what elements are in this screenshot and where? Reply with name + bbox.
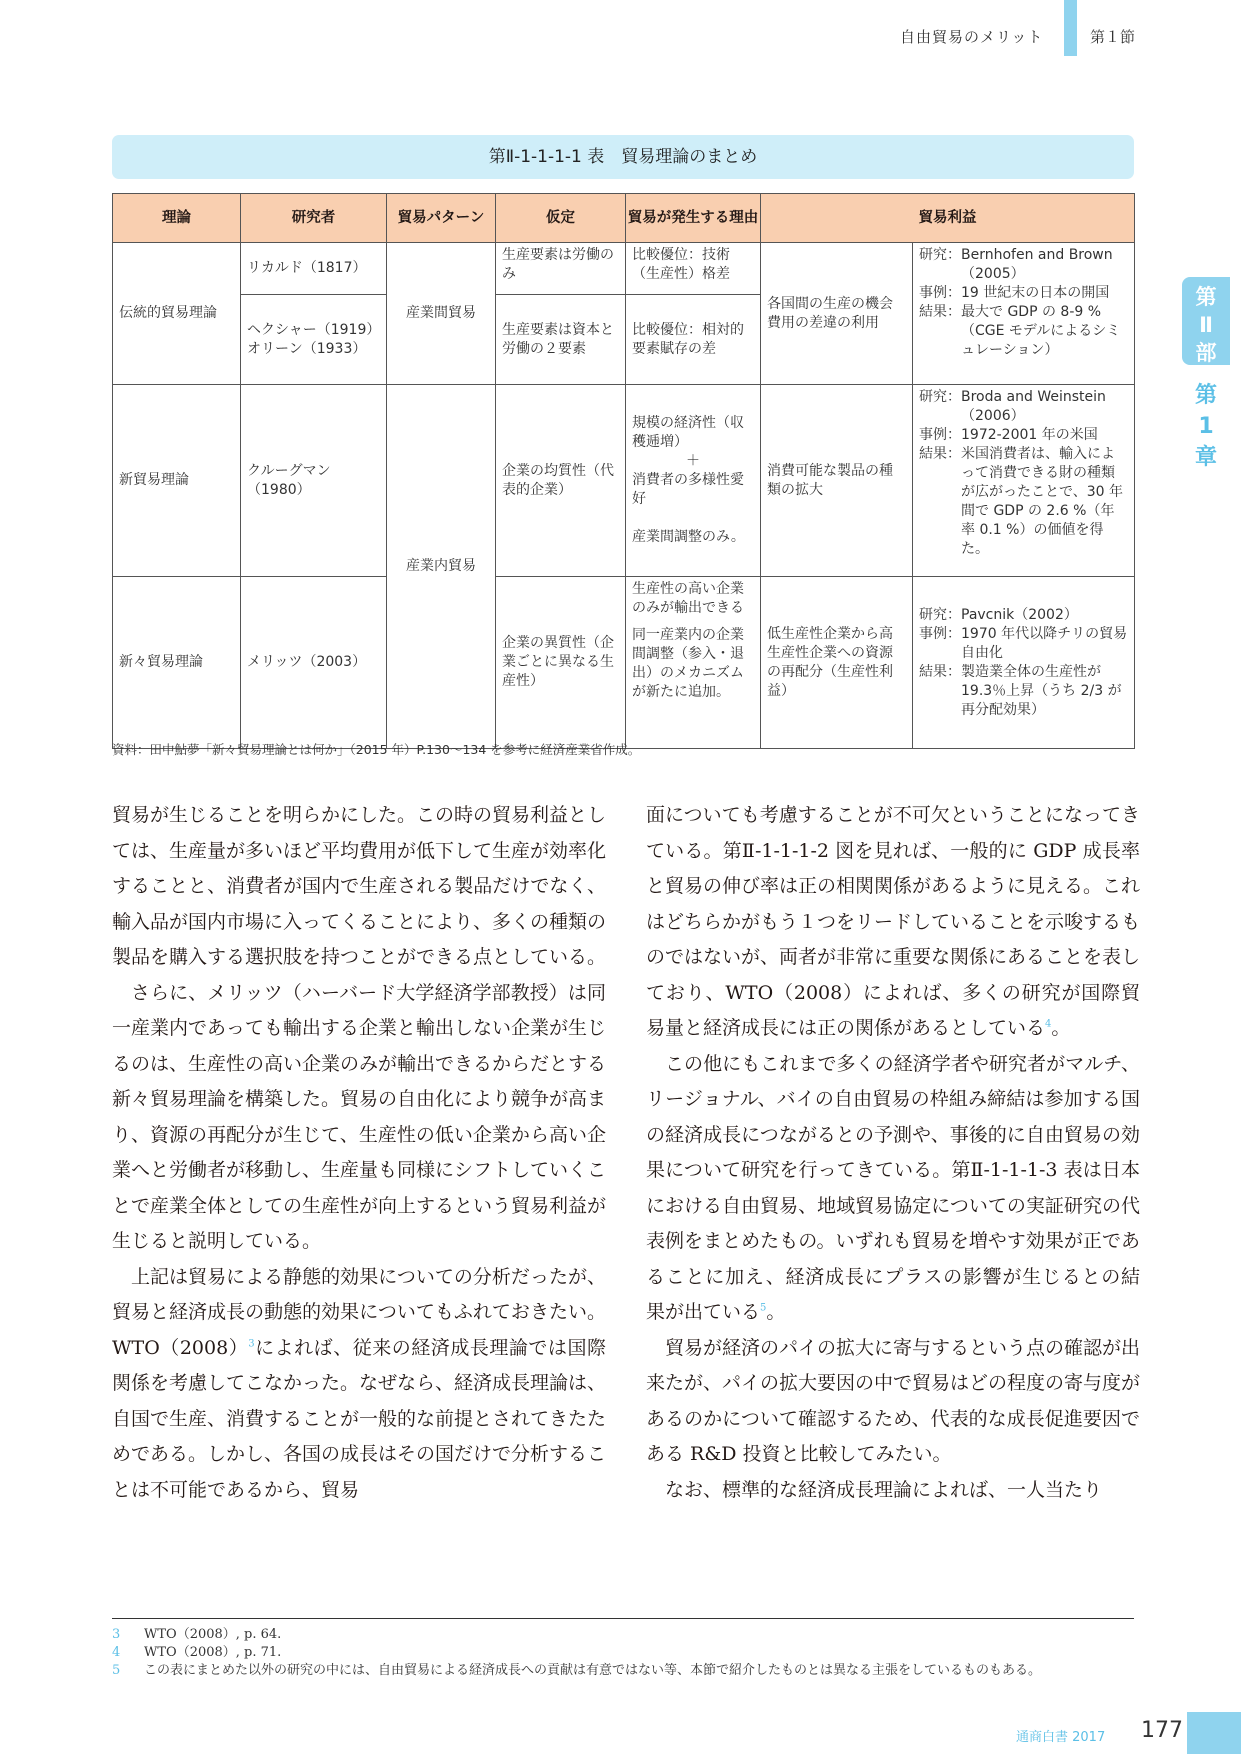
evidence-text: Pavcnik（2002） <box>961 606 1078 623</box>
evidence-label: 事例： <box>919 625 961 642</box>
body-column-right <box>646 798 1140 1508</box>
chapter-tab-char: 章 <box>1194 445 1217 470</box>
footnote <box>112 1626 1134 1644</box>
gain-cell: 低生産性企業から高生産性企業への資源の再配分（生産性利益） <box>761 577 913 749</box>
body-paragraph <box>646 798 1140 1047</box>
reason-cell: 比較優位：相対的要素賦存の差 <box>626 295 761 385</box>
reason-line: 消費者の多様性愛好 <box>632 472 744 507</box>
evidence-cell <box>913 243 1135 385</box>
header-researcher: 研究者 <box>241 194 387 243</box>
evidence-label: 結果： <box>919 663 961 680</box>
table-header-row <box>113 194 1135 243</box>
body-text: 。 <box>766 1301 786 1323</box>
footnote-ref[interactable]: 4 <box>1045 1018 1052 1030</box>
assumption-cell: 生産要素は労働のみ <box>496 243 626 295</box>
body-paragraph <box>646 1047 1140 1331</box>
header-gain: 貿易利益 <box>761 194 1135 243</box>
theory-cell: 伝統的貿易理論 <box>113 243 241 385</box>
section-title: 自由貿易のメリット <box>900 28 1044 46</box>
part-tab[interactable] <box>1182 277 1230 365</box>
footer-accent-bar <box>1187 1712 1241 1754</box>
header-theory: 理論 <box>113 194 241 243</box>
reason-cell: 比較優位：技術（生産性）格差 <box>626 243 761 295</box>
footnote-text: WTO（2008）, p. 71. <box>144 1645 282 1660</box>
researcher-cell: クルーグマン（1980） <box>241 385 387 577</box>
evidence-text: 米国消費者は、輸入によって消費できる財の種類が広がったことで、30 年間で GDP の 2.6 %（年率 0.1 %）の価値を得た。 <box>961 446 1123 557</box>
pattern-cell: 産業内貿易 <box>387 385 496 749</box>
chapter-tab-char: 1 <box>1198 414 1214 439</box>
body-paragraph: 貿易が経済のパイの拡大に寄与するという点の確認が出来たが、パイの拡大要因の中で貿易はどの程度の寄与度があるのかについて確認するため、代表的な成長促進要因である R&D 投資と比較してみたい。 <box>646 1336 1141 1465</box>
reason-cell <box>626 385 761 577</box>
publication-name: 通商白書 2017 <box>1016 1730 1106 1745</box>
assumption-cell: 企業の均質性（代表的企業） <box>496 385 626 577</box>
body-paragraph: なお、標準的な経済成長理論によれば、一人当たり <box>665 1478 1103 1501</box>
table-source-note: 資料：田中鮎夢「新々貿易理論とは何か」（2015 年）P.130～134 を参考に経済産業省作成。 <box>112 742 641 757</box>
part-tab-char: Ⅱ <box>1199 313 1213 337</box>
body-text: 上記は貿易による静態的効果についての分析だったが、貿易と経済成長の動態的効果についてもふれておきたい。WTO（2008） <box>112 1265 606 1359</box>
footnote <box>112 1644 1134 1662</box>
header-accent-bar <box>1064 0 1077 56</box>
assumption-cell: 企業の異質性（企業ごとに異なる生産性） <box>496 577 626 749</box>
body-text: によれば、従来の経済成長理論では国際関係を考慮してこなかった。なぜなら、経済成長理論は、自国で生産、消費することが一般的な前提とされてきたためである。しかし、各国の成長はその国だけで分析することは不可能であるから、貿易 <box>112 1336 607 1501</box>
table-row <box>113 243 1135 295</box>
chapter-tab-char: 第 <box>1194 383 1217 408</box>
table-row <box>113 577 1135 749</box>
evidence-label: 事例： <box>919 285 961 301</box>
researcher-cell: リカルド（1817） <box>241 243 387 295</box>
footnote-divider <box>112 1618 1134 1619</box>
body-column-left <box>112 798 606 1508</box>
footnote <box>112 1662 1134 1680</box>
footnote-text: WTO（2008）, p. 64. <box>144 1627 282 1642</box>
theory-cell: 新貿易理論 <box>113 385 241 577</box>
researcher-cell: ヘクシャー（1919）オリーン（1933） <box>241 295 387 385</box>
reason-line: 同一産業内の企業間調整（参入・退出）のメカニズムが新たに追加。 <box>632 627 744 700</box>
footnote-number: 4 <box>112 1645 121 1660</box>
body-paragraph <box>112 1260 606 1509</box>
evidence-label: 結果： <box>919 304 961 320</box>
footnote-ref[interactable]: 3 <box>248 1338 255 1350</box>
footnote-text: この表にまとめた以外の研究の中には、自由貿易による経済成長への貢献は有意ではない等、本節で紹介したものとは異なる主張をしているものもある。 <box>144 1663 1042 1678</box>
table-row <box>113 385 1135 577</box>
footnote-number: 3 <box>112 1627 121 1642</box>
theory-cell: 新々貿易理論 <box>113 577 241 749</box>
reason-line: 生産性の高い企業のみが輸出できる <box>632 581 744 616</box>
header-assumption: 仮定 <box>496 194 626 243</box>
body-text: この他にもこれまで多くの経済学者や研究者がマルチ、リージョナル、バイの自由貿易の枠組み締結は参加する国の経済成長につながるとの予測や、事後的に自由貿易の効果について研究を行ってきている。第Ⅱ-1-1-1-3 表は日本における自由貿易、地域貿易協定についての実証研究の代表例をまとめたもの。いずれも貿易を増やす効果が正であることに加え、経済成長にプラスの影響が生じるとの結果が出ている <box>646 1052 1140 1323</box>
evidence-label: 結果： <box>919 446 961 462</box>
gain-cell: 各国間の生産の機会費用の差違の利用 <box>761 243 913 385</box>
header-pattern: 貿易パターン <box>387 194 496 243</box>
gain-cell: 消費可能な製品の種類の拡大 <box>761 385 913 577</box>
footnotes <box>112 1626 1134 1680</box>
body-text: 面についても考慮することが不可欠ということになってきている。第Ⅱ-1-1-1-2 図を見れば、一般的に GDP 成長率と貿易の伸び率は正の相関関係があるように見える。これはどちらかがもう１つをリードしていることを示唆するものではないが、両者が非常に重要な関係にあることを表しており、WTO（2008）によれば、多くの研究が国際貿易量と経済成長には正の関係があるとしている <box>646 804 1141 1039</box>
pattern-cell: 産業間貿易 <box>387 243 496 385</box>
reason-line: 産業間調整のみ。 <box>632 529 745 545</box>
footnote-ref[interactable]: 5 <box>760 1302 767 1314</box>
evidence-text: Broda and Weinstein（2006） <box>961 389 1106 424</box>
body-paragraph: さらに、メリッツ（ハーバード大学経済学部教授）は同一産業内であっても輸出する企業と輸出しない企業が生じるのは、生産性の高い企業のみが輸出できるからだとする新々貿易理論を構築した。貿易の自由化により競争が高まり、資源の再配分が生じて、生産性の低い企業から高い企業へと労働者が移動し、生産量も同様にシフトしていくことで産業全体としての生産性が向上するという貿易利益が生じると説明している。 <box>112 981 607 1252</box>
part-tab-char: 第 <box>1195 285 1217 309</box>
evidence-label: 事例： <box>919 427 961 443</box>
reason-line: 規模の経済性（収穫逓増） <box>632 415 744 450</box>
section-number: 第１節 <box>1090 28 1136 46</box>
evidence-cell <box>913 577 1135 749</box>
evidence-label: 研究： <box>919 389 961 405</box>
evidence-label: 研究： <box>919 247 961 263</box>
part-tab-char: 部 <box>1195 341 1217 365</box>
researcher-cell: メリッツ（2003） <box>241 577 387 749</box>
body-text: 。 <box>1051 1017 1071 1039</box>
evidence-text: 製造業全体の生産性が 19.3％上昇（うち 2/3 が再分配効果） <box>961 663 1122 718</box>
reason-line: ＋ <box>686 453 700 469</box>
trade-theory-table <box>112 193 1135 749</box>
evidence-label: 研究： <box>919 606 961 623</box>
evidence-cell <box>913 385 1135 577</box>
reason-cell <box>626 577 761 749</box>
table-caption: 第Ⅱ-1-1-1-1 表 貿易理論のまとめ <box>112 135 1134 179</box>
chapter-tab[interactable] <box>1182 380 1230 473</box>
evidence-text: 1972-2001 年の米国 <box>961 427 1098 443</box>
header-reason: 貿易が発生する理由 <box>626 194 761 243</box>
assumption-cell: 生産要素は資本と労働の２要素 <box>496 295 626 385</box>
footnote-number: 5 <box>112 1663 121 1678</box>
page-number: 177 <box>1141 1718 1183 1743</box>
body-paragraph: 貿易が生じることを明らかにした。この時の貿易利益としては、生産量が多いほど平均費用が低下して生産が効率化することと、消費者が国内で生産される製品だけでなく、輸入品が国内市場に入ってくることにより、多くの種類の製品を購入する選択肢を持つことができる点としている。 <box>112 804 607 968</box>
evidence-text: 19 世紀末の日本の開国 <box>961 285 1110 301</box>
evidence-text: 最大で GDP の 8-9 %（CGE モデルによるシミュレーション） <box>961 304 1121 358</box>
evidence-text: Bernhofen and Brown（2005） <box>961 247 1113 282</box>
evidence-text: 1970 年代以降チリの貿易自由化 <box>961 625 1128 661</box>
